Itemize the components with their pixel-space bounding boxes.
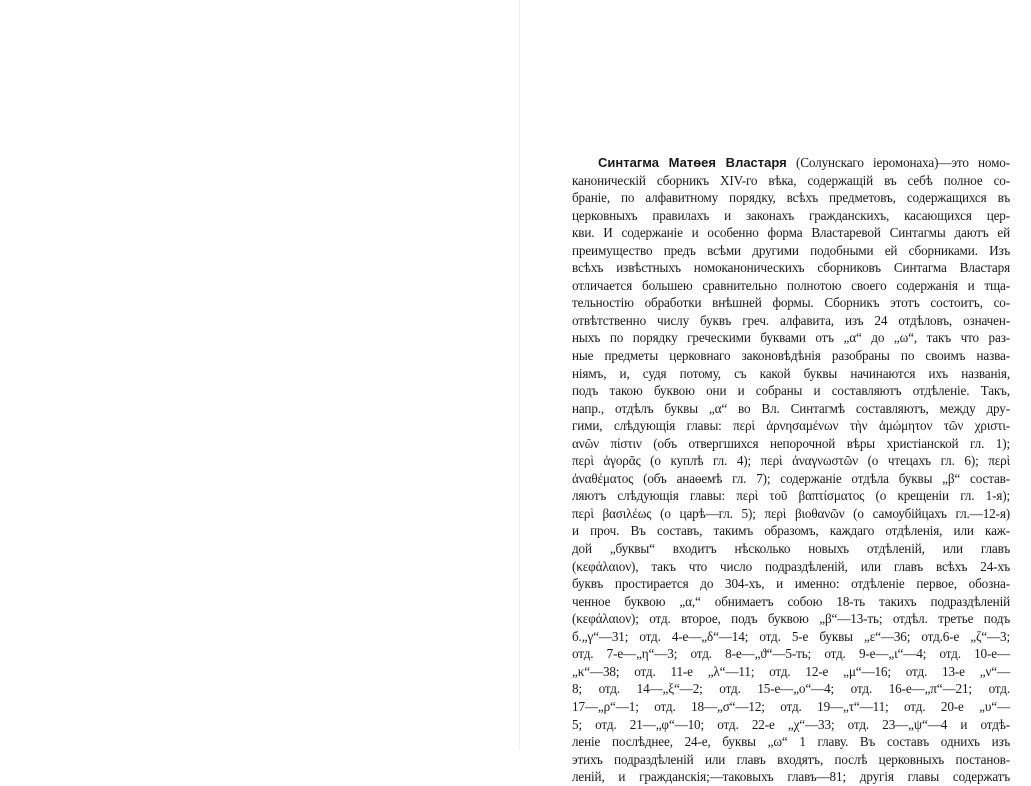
text-line: 17—„ρ“—1; отд. 18—„σ“—12; отд. 19—„τ“—11; отд. 20-е „υ“— bbox=[572, 698, 1010, 714]
text-line: ные предметы церковнаго законовѣдѣнія разобраны по своимъ назва- bbox=[572, 348, 1010, 364]
text-line: ніямъ, и, судя потому, съ какой буквы начинаются ихъ названія, bbox=[572, 365, 1010, 381]
text-line: б.„γ“—31; отд. 4-е—„δ“—14; отд. 5-е буквы „ε“—36; отд.6-е „ζ“—3; bbox=[572, 628, 1010, 644]
heading-bold: Синтагма Матѳея Властаря bbox=[598, 155, 787, 170]
text-line: подъ такою буквою они и собраны и составляютъ отдѣленіе. Такъ, bbox=[572, 383, 1010, 399]
text-line: дой „буквы“ входитъ нѣсколько новыхъ отдѣленій, или главъ bbox=[572, 541, 1010, 557]
text-line: тельностію обработки внѣшней формы. Сборникъ этотъ состоитъ, со- bbox=[572, 295, 1010, 311]
text-line: всѣхъ извѣстныхъ номоканоническихъ сборниковъ Синтагма Властаря bbox=[572, 260, 1010, 276]
text-line: и проч. Въ составъ, такимъ образомъ, каждаго отдѣленія, или каж- bbox=[572, 523, 1010, 539]
text-line: ченное буквою „α,“ обнимаетъ собою 18-ть такихъ подраздѣленій bbox=[572, 593, 1010, 609]
text-line: этихъ подраздѣленій или главъ входятъ, послѣ церковныхъ постанов- bbox=[572, 751, 1010, 767]
text-line: леній, и гражданскія;—таковыхъ главъ—81; другія главы содержатъ bbox=[572, 769, 1010, 785]
text-line: (κεφάλαιον), такъ что число подраздѣленій, или главъ всѣхъ 24-хъ bbox=[572, 558, 1010, 574]
text-line: περὶ ἀγορᾶς (о куплѣ гл. 4); περὶ ἀναγνωστῶν (о чтецахъ гл. 6); περὶ bbox=[572, 453, 1010, 469]
text-line: (κεφάλαιον); отд. второе, подъ буквою „β“—13-ть; отдѣл. третье подъ bbox=[572, 611, 1010, 627]
left-page-blank bbox=[0, 0, 520, 750]
text-line: 5; отд. 21—„φ“—10; отд. 22-е „χ“—33; отд. 23—„ψ“—4 и отдѣ- bbox=[572, 716, 1010, 732]
text-line: отвѣтственно числу буквъ греч. алфавита, изъ 24 отдѣловъ, означен- bbox=[572, 312, 1010, 328]
text-line: 8; отд. 14—„ξ“—2; отд. 15-е—„ο“—4; отд. 16-е—„π“—21; отд. bbox=[572, 681, 1010, 697]
text-line: ляютъ слѣдующія главы: περὶ τοῦ βαπτίσματος (о крещеніи гл. 1-я); bbox=[572, 488, 1010, 504]
text-line: преимущество предъ всѣми другими подобными ей сборниками. Изъ bbox=[572, 242, 1010, 258]
text-line: ныхъ по порядку греческими буквами отъ „α“ до „ω“, такъ что раз- bbox=[572, 330, 1010, 346]
text-line: каноническій сборникъ XIV-го вѣка, содержащій въ себѣ полное со- bbox=[572, 172, 1010, 188]
text-block bbox=[572, 154, 1010, 786]
text-line: кви. И содержаніе и особенно форма Властаревой Синтагмы даютъ ей bbox=[572, 225, 1010, 241]
text-line: „κ“—38; отд. 11-е „λ“—11; отд. 12-е „μ“—16; отд. 13-е „ν“— bbox=[572, 663, 1010, 679]
text-line: ανῶν πίστιν (объ отвергшихся непорочной вѣры христіанской гл. 1); bbox=[572, 435, 1010, 451]
text-line: περὶ βασιλέως (о царѣ—гл. 5); περὶ βιοθανῶν (о самоубійцахъ гл.—12-я) bbox=[572, 505, 1010, 521]
text-line: отд. 7-е—„η“—3; отд. 8-е—„ϑ“—5-ть; отд. 9-е—„ι“—4; отд. 10-е— bbox=[572, 646, 1010, 662]
text-line: отличается большею сравнительно полнотою своего содержанія и тща- bbox=[572, 277, 1010, 293]
text-line: напр., отдѣлъ буквы „α“ во Вл. Синтагмѣ составляютъ, между дру- bbox=[572, 400, 1010, 416]
text-line: леніе послѣднее, 24-е, буквы „ω“ 1 главу. Въ составъ однихъ изъ bbox=[572, 734, 1010, 750]
text-line: браніе, по алфавитному порядку, всѣхъ предметовъ, содержащихся въ bbox=[572, 190, 1010, 206]
text-line: гими, слѣдующія главы: περὶ ἀρνησαμένων τὴν ἀμώμητον τῶν χριστι- bbox=[572, 418, 1010, 434]
text-line: Синтагма Матѳея Властаря (Солунскаго іеромонаха)—это номо- bbox=[598, 155, 1010, 170]
text-line: ἀναθέματος (объ анаѳемѣ гл. 7); содержаніе отдѣла буквы „β“ состав- bbox=[572, 470, 1010, 486]
text-line: церковныхъ правилахъ и законахъ гражданскихъ, касающихся цер- bbox=[572, 207, 1010, 223]
text-line: буквъ простирается до 304-хъ, и именно: отдѣленіе первое, обозна- bbox=[572, 576, 1010, 592]
